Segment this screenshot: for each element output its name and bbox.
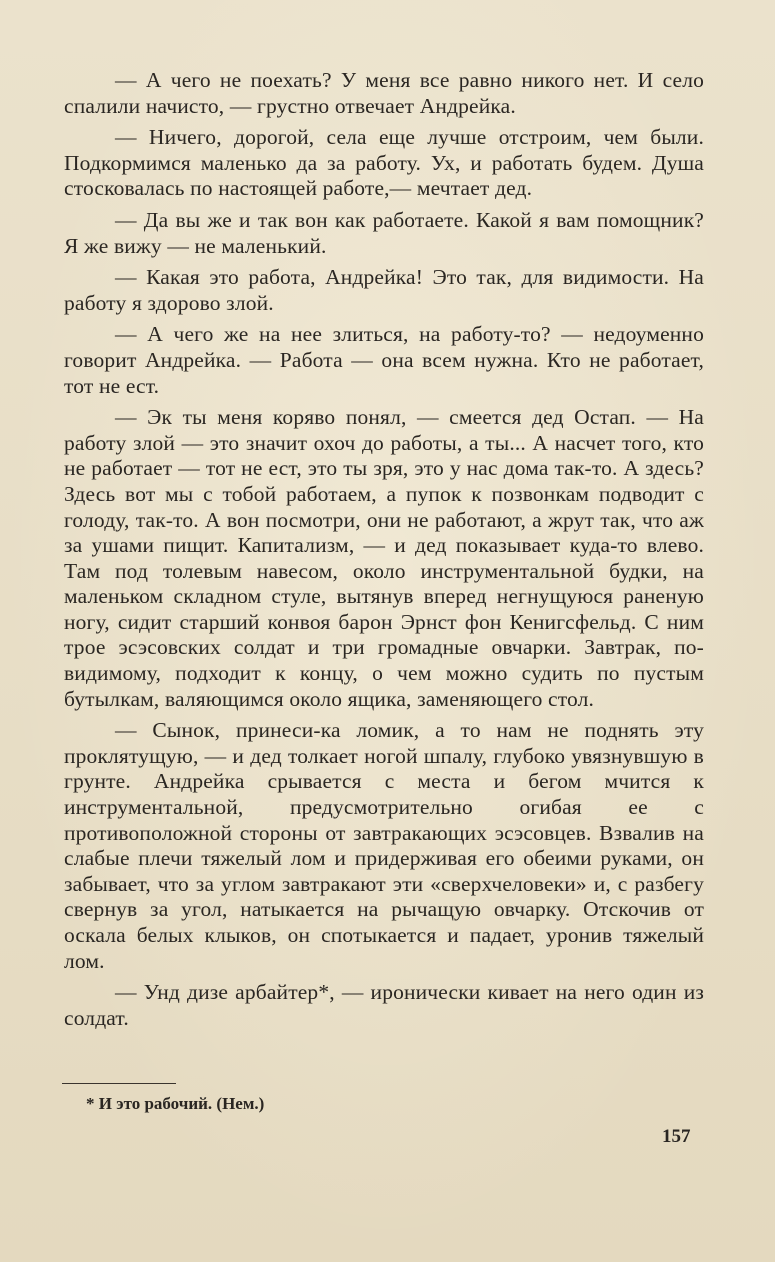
- paragraph-6: — Эк ты меня коряво понял, — смеется дед Остап. — На работу злой — это значит охоч до работы, а ты... А насчет того, кто не работает — тот не ест, это ты зря, это у нас дома так-то. А здесь? Здесь вот мы с тобой работаем, а пупок к позвонкам подводит с голоду, так-то. А вон посмотри, они не работают, а жрут так, что аж за ушами пищит. Капитализм, — и дед показывает куда-то влево. Там под толевым навесом, около инструментальной будки, на маленьком складном стуле, вытянув вперед негнущуюся раненую ногу, сидит старший конвоя барон Эрнст фон Кенигсфельд. С ним трое эсэсовских солдат и три громадные овчарки. Завтрак, по-видимому, подходит к концу, о чем можно судить по пустым бутылкам, валяющимся около ящика, заменяющего стол.: [64, 405, 704, 711]
- paragraph-2: — Ничего, дорогой, села еще лучше отстроим, чем были. Подкормимся маленько да за работу. Ух, и работать будем. Душа стосковалась по настоящей работе,— мечтает дед.: [64, 125, 704, 201]
- paragraph-3: — Да вы же и так вон как работаете. Какой я вам помощник? Я же вижу — не маленький.: [64, 207, 704, 258]
- paragraph-1: — А чего не поехать? У меня все равно никого нет. И село спалили начисто, — грустно отвечает Андрейка.: [64, 68, 704, 118]
- paragraph-5: — А чего же на нее злиться, на работу-то? — недоуменно говорит Андрейка. — Работа — она всем нужна. Кто не работает, тот не ест.: [64, 322, 704, 398]
- paragraph-8: — Унд дизе арбайтер*, — иронически кивает на него один из солдат.: [64, 980, 704, 1030]
- paragraph-4: — Какая это работа, Андрейка! Это так, для видимости. На работу я здорово злой.: [64, 265, 704, 315]
- page-number: 157: [662, 1126, 691, 1147]
- paragraph-7: — Сынок, принеси-ка ломик, а то нам не поднять эту проклятущую, — и дед толкает ногой шпалу, глубоко увязнувшую в грунте. Андрейка срывается с места и бегом мчится к инструментальной, предусмотрительно огибая ее с противоположной стороны от завтракающих эсэсовцев. Взвалив на слабые плечи тяжелый лом и придерживая его обеими руками, он забывает, что за углом завтракают эти «сверхчеловеки» и, с разбегу свернув за угол, натыкается на рычащую овчарку. Отскочив от оскала белых клыков, он спотыкается и падает, уронив тяжелый лом.: [64, 718, 704, 973]
- footnote: * И это рабочий. (Нем.): [86, 1094, 265, 1113]
- main-text: [64, 68, 704, 1037]
- footnote-divider: [62, 1083, 176, 1084]
